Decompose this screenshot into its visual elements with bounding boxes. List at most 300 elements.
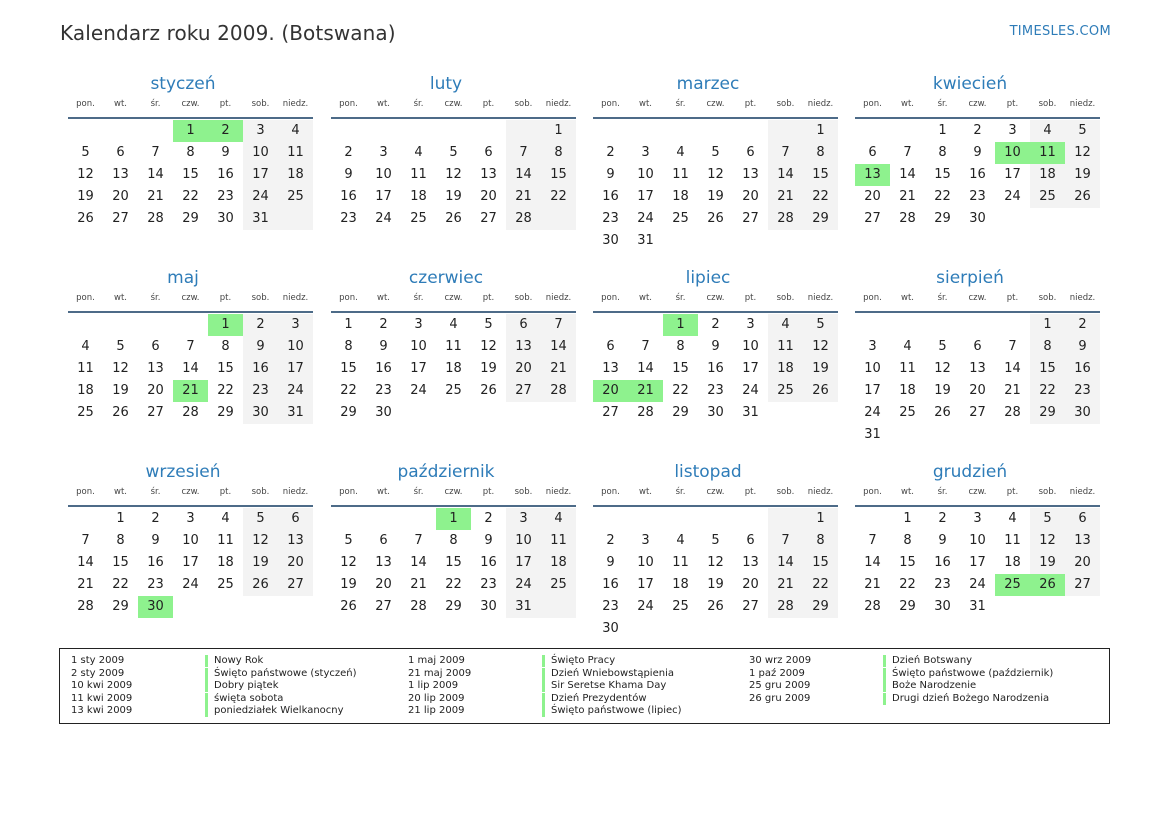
calendar-day: 18 bbox=[777, 361, 794, 376]
weekday-label: pon. bbox=[76, 487, 95, 497]
calendar-day: 24 bbox=[969, 577, 986, 592]
calendar-day: 25 bbox=[410, 211, 427, 226]
legend-holiday-name: Dzień Botswany bbox=[883, 655, 972, 667]
calendar-day: 21 bbox=[77, 577, 94, 592]
calendar-day: 12 bbox=[934, 361, 951, 376]
month-10 bbox=[323, 462, 572, 647]
calendar-day: 31 bbox=[515, 599, 532, 614]
month-7 bbox=[585, 268, 834, 453]
calendar-day: 3 bbox=[868, 339, 877, 354]
holiday-day: 1 bbox=[436, 508, 471, 530]
calendar-day: 4 bbox=[676, 145, 685, 160]
month-9 bbox=[60, 462, 309, 647]
calendar-day: 31 bbox=[969, 599, 986, 614]
calendar-day: 26 bbox=[934, 405, 951, 420]
legend-date: 1 paź 2009 bbox=[749, 667, 805, 679]
weekday-label: pt. bbox=[1006, 99, 1019, 109]
month-name: luty bbox=[429, 74, 463, 94]
weekday-label: wt. bbox=[114, 487, 127, 497]
calendar-day: 6 bbox=[484, 145, 493, 160]
legend-holiday-name: Nowy Rok bbox=[205, 655, 263, 667]
calendar-day: 20 bbox=[147, 383, 164, 398]
calendar-day: 26 bbox=[340, 599, 357, 614]
calendar-day: 16 bbox=[707, 361, 724, 376]
calendar-day: 8 bbox=[903, 533, 912, 548]
weekday-label: niedz. bbox=[545, 487, 572, 497]
calendar-day: 11 bbox=[672, 167, 689, 182]
legend-date: 1 lip 2009 bbox=[408, 680, 459, 692]
weekday-label: niedz. bbox=[1069, 293, 1096, 303]
calendar-day: 10 bbox=[375, 167, 392, 182]
calendar-day: 30 bbox=[1074, 405, 1091, 420]
holiday-day: 11 bbox=[1030, 142, 1065, 164]
weekday-header bbox=[593, 99, 838, 115]
calendar-day: 2 bbox=[973, 123, 982, 138]
calendar-day: 2 bbox=[1078, 317, 1087, 332]
calendar-day: 20 bbox=[375, 577, 392, 592]
weekday-label: niedz. bbox=[807, 99, 834, 109]
header-divider bbox=[593, 117, 838, 119]
calendar-day: 4 bbox=[781, 317, 790, 332]
weekday-header bbox=[331, 487, 576, 503]
weekday-label: niedz. bbox=[1069, 99, 1096, 109]
weekday-label: niedz. bbox=[282, 99, 309, 109]
calendar-day: 1 bbox=[938, 123, 947, 138]
calendar-day: 22 bbox=[812, 189, 829, 204]
weekday-header bbox=[331, 293, 576, 309]
calendar-day: 17 bbox=[410, 361, 427, 376]
month-2 bbox=[323, 74, 572, 259]
calendar-day: 22 bbox=[934, 189, 951, 204]
legend-date: 11 kwi 2009 bbox=[71, 692, 133, 704]
calendar-day: 5 bbox=[711, 145, 720, 160]
calendar-day: 23 bbox=[147, 577, 164, 592]
calendar-day: 30 bbox=[602, 233, 619, 248]
legend-holiday-name: Święto państwowe (październik) bbox=[883, 668, 1053, 680]
calendar-day: 24 bbox=[182, 577, 199, 592]
calendar-day: 11 bbox=[77, 361, 94, 376]
calendar-day: 5 bbox=[711, 533, 720, 548]
weekday-header bbox=[855, 293, 1100, 309]
calendar-day: 31 bbox=[864, 427, 881, 442]
weekday-label: sob. bbox=[251, 293, 270, 303]
calendar-day: 18 bbox=[899, 383, 916, 398]
calendar-day: 15 bbox=[934, 167, 951, 182]
calendar-day: 28 bbox=[777, 599, 794, 614]
weekday-label: pt. bbox=[219, 99, 232, 109]
calendar-day: 13 bbox=[480, 167, 497, 182]
calendar-day: 22 bbox=[112, 577, 129, 592]
calendar-day: 19 bbox=[1039, 555, 1056, 570]
calendar-day: 30 bbox=[480, 599, 497, 614]
calendar-day: 18 bbox=[445, 361, 462, 376]
calendar-day: 28 bbox=[777, 211, 794, 226]
weekday-label: czw. bbox=[706, 293, 725, 303]
legend-date: 13 kwi 2009 bbox=[71, 705, 133, 717]
weekday-label: wt. bbox=[114, 99, 127, 109]
month-1 bbox=[60, 74, 309, 259]
calendar-day: 7 bbox=[641, 339, 650, 354]
calendar-day: 4 bbox=[1043, 123, 1052, 138]
calendar-day: 25 bbox=[1039, 189, 1056, 204]
weekday-label: sob. bbox=[1038, 293, 1057, 303]
calendar-day: 2 bbox=[484, 511, 493, 526]
holiday-day: 21 bbox=[628, 380, 663, 402]
calendar-day: 29 bbox=[812, 211, 829, 226]
calendar-day: 21 bbox=[515, 189, 532, 204]
calendar-day: 29 bbox=[672, 405, 689, 420]
calendar-day: 15 bbox=[812, 555, 829, 570]
calendar-day: 13 bbox=[969, 361, 986, 376]
weekday-label: pt. bbox=[744, 293, 757, 303]
calendar-day: 31 bbox=[637, 233, 654, 248]
calendar-day: 3 bbox=[414, 317, 423, 332]
header-divider bbox=[68, 311, 313, 313]
legend-date: 20 lip 2009 bbox=[408, 692, 465, 704]
calendar-day: 6 bbox=[746, 533, 755, 548]
calendar-day: 6 bbox=[746, 145, 755, 160]
calendar-day: 16 bbox=[147, 555, 164, 570]
calendar-day: 2 bbox=[344, 145, 353, 160]
calendar-day: 13 bbox=[112, 167, 129, 182]
calendar-day: 28 bbox=[147, 211, 164, 226]
calendar-day: 23 bbox=[217, 189, 234, 204]
weekday-label: sob. bbox=[514, 293, 533, 303]
weekday-label: wt. bbox=[639, 293, 652, 303]
calendar-day: 22 bbox=[445, 577, 462, 592]
calendar-day: 24 bbox=[742, 383, 759, 398]
calendar-day: 18 bbox=[1039, 167, 1056, 182]
calendar-day: 14 bbox=[777, 167, 794, 182]
calendar-day: 7 bbox=[519, 145, 528, 160]
calendar-day: 7 bbox=[1008, 339, 1017, 354]
weekday-label: wt. bbox=[901, 293, 914, 303]
month-name: październik bbox=[397, 462, 495, 482]
legend-date: 26 gru 2009 bbox=[749, 692, 811, 704]
weekday-label: czw. bbox=[444, 99, 463, 109]
weekday-label: śr. bbox=[150, 99, 161, 109]
calendar-day: 13 bbox=[742, 555, 759, 570]
calendar-day: 25 bbox=[899, 405, 916, 420]
calendar-day: 10 bbox=[410, 339, 427, 354]
calendar-day: 20 bbox=[1074, 555, 1091, 570]
calendar-day: 27 bbox=[1074, 577, 1091, 592]
calendar-day: 7 bbox=[554, 317, 563, 332]
calendar-day: 20 bbox=[864, 189, 881, 204]
calendar-day: 18 bbox=[1004, 555, 1021, 570]
legend-date: 21 maj 2009 bbox=[408, 667, 472, 679]
calendar-day: 23 bbox=[934, 577, 951, 592]
calendar-day: 23 bbox=[707, 383, 724, 398]
calendar-day: 2 bbox=[938, 511, 947, 526]
calendar-day: 17 bbox=[742, 361, 759, 376]
calendar-day: 4 bbox=[221, 511, 230, 526]
calendar-day: 19 bbox=[340, 577, 357, 592]
weekday-label: śr. bbox=[675, 487, 686, 497]
weekday-label: niedz. bbox=[282, 487, 309, 497]
calendar-day: 26 bbox=[77, 211, 94, 226]
weekday-label: śr. bbox=[675, 293, 686, 303]
month-11 bbox=[585, 462, 834, 647]
calendar-day: 21 bbox=[864, 577, 881, 592]
calendar-day: 1 bbox=[816, 123, 825, 138]
calendar-day: 12 bbox=[1039, 533, 1056, 548]
calendar-day: 10 bbox=[637, 555, 654, 570]
calendar-day: 11 bbox=[777, 339, 794, 354]
header-divider bbox=[855, 117, 1100, 119]
calendar-day: 28 bbox=[410, 599, 427, 614]
weekday-label: wt. bbox=[901, 99, 914, 109]
calendar-day: 14 bbox=[147, 167, 164, 182]
weekday-label: śr. bbox=[937, 487, 948, 497]
month-name: styczeń bbox=[150, 74, 216, 94]
calendar-day: 16 bbox=[252, 361, 269, 376]
calendar-day: 24 bbox=[375, 211, 392, 226]
calendar-day: 21 bbox=[777, 577, 794, 592]
calendar-day: 26 bbox=[480, 383, 497, 398]
calendar-day: 13 bbox=[602, 361, 619, 376]
calendar-day: 20 bbox=[112, 189, 129, 204]
calendar-day: 18 bbox=[410, 189, 427, 204]
calendar-day: 29 bbox=[217, 405, 234, 420]
calendar-day: 25 bbox=[672, 599, 689, 614]
holiday-day: 25 bbox=[995, 574, 1030, 596]
weekday-label: sob. bbox=[776, 99, 795, 109]
legend-holiday-name: święta sobota bbox=[205, 693, 283, 705]
weekday-label: czw. bbox=[968, 487, 987, 497]
calendar-day: 14 bbox=[777, 555, 794, 570]
legend-holiday-name: Boże Narodzenie bbox=[883, 680, 976, 692]
calendar-day: 3 bbox=[519, 511, 528, 526]
calendar-day: 15 bbox=[112, 555, 129, 570]
calendar-day: 18 bbox=[672, 189, 689, 204]
calendar-day: 4 bbox=[554, 511, 563, 526]
calendar-day: 4 bbox=[676, 533, 685, 548]
month-name: listopad bbox=[674, 462, 742, 482]
calendar-day: 7 bbox=[151, 145, 160, 160]
calendar-day: 19 bbox=[707, 577, 724, 592]
calendar-day: 19 bbox=[445, 189, 462, 204]
calendar-day: 11 bbox=[550, 533, 567, 548]
calendar-day: 24 bbox=[637, 211, 654, 226]
calendar-day: 30 bbox=[969, 211, 986, 226]
legend-holiday-name: Święto państwowe (lipiec) bbox=[542, 705, 682, 717]
calendar-day: 30 bbox=[217, 211, 234, 226]
calendar-day: 8 bbox=[344, 339, 353, 354]
calendar-day: 25 bbox=[550, 577, 567, 592]
calendar-day: 1 bbox=[903, 511, 912, 526]
weekday-label: pon. bbox=[76, 99, 95, 109]
calendar-day: 10 bbox=[742, 339, 759, 354]
holiday-day: 1 bbox=[173, 120, 208, 142]
weekday-label: śr. bbox=[150, 293, 161, 303]
calendar-day: 22 bbox=[899, 577, 916, 592]
weekday-label: pon. bbox=[601, 293, 620, 303]
calendar-day: 27 bbox=[742, 599, 759, 614]
holiday-legend bbox=[59, 648, 1110, 724]
calendar-day: 29 bbox=[934, 211, 951, 226]
weekday-label: wt. bbox=[901, 487, 914, 497]
calendar-day: 9 bbox=[973, 145, 982, 160]
calendar-day: 23 bbox=[480, 577, 497, 592]
calendar-day: 3 bbox=[973, 511, 982, 526]
calendar-day: 3 bbox=[746, 317, 755, 332]
weekday-label: pt. bbox=[482, 487, 495, 497]
weekday-label: wt. bbox=[639, 99, 652, 109]
calendar-day: 17 bbox=[515, 555, 532, 570]
calendar-day: 3 bbox=[1008, 123, 1017, 138]
calendar-day: 29 bbox=[340, 405, 357, 420]
calendar-day: 18 bbox=[550, 555, 567, 570]
month-name: lipiec bbox=[685, 268, 731, 288]
calendar-day: 16 bbox=[375, 361, 392, 376]
month-name: wrzesień bbox=[145, 462, 221, 482]
calendar-day: 9 bbox=[151, 533, 160, 548]
calendar-day: 14 bbox=[515, 167, 532, 182]
calendar-day: 27 bbox=[515, 383, 532, 398]
calendar-day: 8 bbox=[938, 145, 947, 160]
calendar-day: 22 bbox=[340, 383, 357, 398]
calendar-day: 8 bbox=[816, 145, 825, 160]
weekday-label: niedz. bbox=[545, 99, 572, 109]
calendar-day: 8 bbox=[1043, 339, 1052, 354]
calendar-day: 5 bbox=[1078, 123, 1087, 138]
holiday-day: 10 bbox=[995, 142, 1030, 164]
calendar-day: 2 bbox=[256, 317, 265, 332]
calendar-day: 23 bbox=[602, 599, 619, 614]
calendar-day: 24 bbox=[864, 405, 881, 420]
month-name: grudzień bbox=[932, 462, 1008, 482]
weekday-label: pon. bbox=[863, 293, 882, 303]
calendar-day: 27 bbox=[864, 211, 881, 226]
calendar-day: 14 bbox=[182, 361, 199, 376]
weekday-label: śr. bbox=[675, 99, 686, 109]
weekday-header bbox=[68, 99, 313, 115]
calendar-day: 14 bbox=[550, 339, 567, 354]
calendar-day: 3 bbox=[641, 145, 650, 160]
calendar-day: 30 bbox=[252, 405, 269, 420]
holiday-day: 1 bbox=[208, 314, 243, 336]
legend-holiday-name: Święto państwowe (styczeń) bbox=[205, 668, 357, 680]
legend-holiday-name: Dzień Wniebowstąpienia bbox=[542, 668, 674, 680]
header-divider bbox=[331, 311, 576, 313]
calendar-day: 26 bbox=[112, 405, 129, 420]
calendar-day: 23 bbox=[602, 211, 619, 226]
calendar-day: 2 bbox=[379, 317, 388, 332]
calendar-day: 6 bbox=[379, 533, 388, 548]
brand-link[interactable]: TIMESLES.COM bbox=[1009, 24, 1111, 39]
calendar-day: 16 bbox=[602, 189, 619, 204]
calendar-day: 19 bbox=[112, 383, 129, 398]
weekday-label: sob. bbox=[1038, 99, 1057, 109]
calendar-day: 12 bbox=[340, 555, 357, 570]
calendar-day: 31 bbox=[252, 211, 269, 226]
calendar-day: 22 bbox=[182, 189, 199, 204]
calendar-day: 16 bbox=[340, 189, 357, 204]
calendar-day: 16 bbox=[602, 577, 619, 592]
weekday-label: czw. bbox=[706, 99, 725, 109]
calendar-day: 8 bbox=[449, 533, 458, 548]
weekday-label: sob. bbox=[514, 487, 533, 497]
weekday-label: sob. bbox=[776, 293, 795, 303]
calendar-day: 3 bbox=[379, 145, 388, 160]
calendar-day: 20 bbox=[515, 361, 532, 376]
weekday-label: śr. bbox=[413, 99, 424, 109]
calendar-day: 29 bbox=[1039, 405, 1056, 420]
calendar-day: 1 bbox=[1043, 317, 1052, 332]
weekday-header bbox=[855, 487, 1100, 503]
legend-date: 30 wrz 2009 bbox=[749, 655, 812, 666]
legend-date: 21 lip 2009 bbox=[408, 705, 465, 717]
weekday-label: pon. bbox=[863, 487, 882, 497]
calendar-day: 9 bbox=[379, 339, 388, 354]
calendar-day: 4 bbox=[81, 339, 90, 354]
calendar-day: 15 bbox=[672, 361, 689, 376]
weekday-label: czw. bbox=[968, 99, 987, 109]
weekday-label: śr. bbox=[413, 487, 424, 497]
holiday-day: 2 bbox=[208, 120, 243, 142]
calendar-day: 29 bbox=[445, 599, 462, 614]
calendar-day: 26 bbox=[252, 577, 269, 592]
calendar-day: 14 bbox=[899, 167, 916, 182]
calendar-day: 25 bbox=[672, 211, 689, 226]
legend-date: 2 sty 2009 bbox=[71, 667, 125, 679]
calendar-day: 6 bbox=[606, 339, 615, 354]
weekday-label: śr. bbox=[937, 293, 948, 303]
header-divider bbox=[331, 505, 576, 507]
calendar-day: 16 bbox=[969, 167, 986, 182]
month-5 bbox=[60, 268, 309, 453]
calendar-day: 15 bbox=[899, 555, 916, 570]
calendar-day: 5 bbox=[1043, 511, 1052, 526]
calendar-day: 16 bbox=[217, 167, 234, 182]
holiday-day: 20 bbox=[593, 380, 628, 402]
calendar-day: 28 bbox=[864, 599, 881, 614]
weekday-header bbox=[855, 99, 1100, 115]
calendar-day: 17 bbox=[1004, 167, 1021, 182]
calendar-day: 9 bbox=[606, 167, 615, 182]
weekday-label: wt. bbox=[377, 99, 390, 109]
calendar-day: 9 bbox=[606, 555, 615, 570]
calendar-day: 15 bbox=[445, 555, 462, 570]
calendar-day: 9 bbox=[1078, 339, 1087, 354]
calendar-day: 10 bbox=[637, 167, 654, 182]
calendar-day: 31 bbox=[287, 405, 304, 420]
month-name: marzec bbox=[676, 74, 740, 94]
calendar-day: 24 bbox=[410, 383, 427, 398]
calendar-day: 16 bbox=[1074, 361, 1091, 376]
calendar-day: 26 bbox=[707, 211, 724, 226]
calendar-day: 12 bbox=[252, 533, 269, 548]
weekday-label: sob. bbox=[251, 487, 270, 497]
calendar-day: 27 bbox=[375, 599, 392, 614]
calendar-day: 15 bbox=[1039, 361, 1056, 376]
calendar-day: 24 bbox=[637, 599, 654, 614]
calendar-day: 3 bbox=[186, 511, 195, 526]
calendar-day: 22 bbox=[672, 383, 689, 398]
header-divider bbox=[855, 311, 1100, 313]
calendar-day: 26 bbox=[445, 211, 462, 226]
weekday-label: niedz. bbox=[1069, 487, 1096, 497]
calendar-day: 23 bbox=[1074, 383, 1091, 398]
calendar-day: 8 bbox=[186, 145, 195, 160]
calendar-day: 27 bbox=[147, 405, 164, 420]
legend-holiday-name: Dobry piątek bbox=[205, 680, 279, 692]
calendar-day: 17 bbox=[287, 361, 304, 376]
weekday-label: pon. bbox=[339, 487, 358, 497]
calendar-day: 1 bbox=[116, 511, 125, 526]
calendar-day: 6 bbox=[151, 339, 160, 354]
